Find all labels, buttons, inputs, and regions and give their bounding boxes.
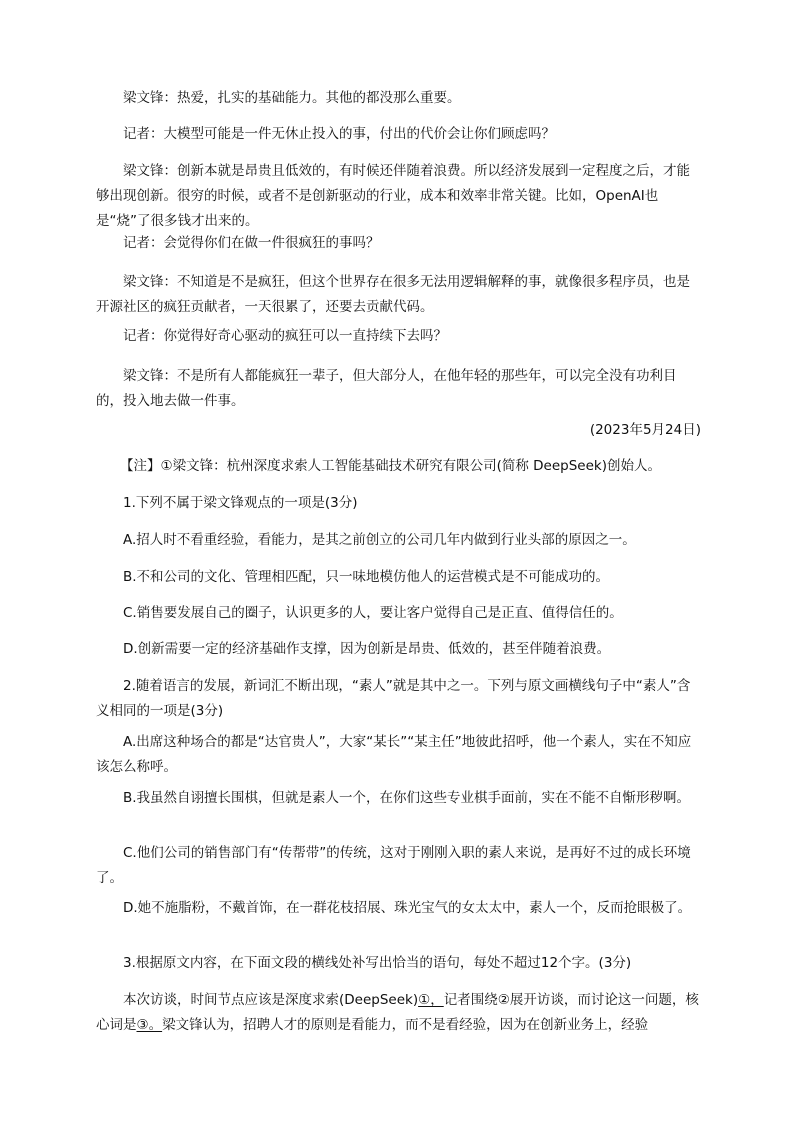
date-line: (2023年5月24日) bbox=[589, 422, 701, 438]
question-2-option-c: C.他们公司的销售部门有“传帮带”的传统，这对于刚刚入职的素人来说，是再好不过的成长环境了。 bbox=[96, 845, 691, 886]
question-2-option-d: D.她不施脂粉，不戴首饰，在一群花枝招展、珠光宝气的女太太中，素人一个，反而抢眼极了。 bbox=[123, 900, 692, 916]
blank-3: ③。 bbox=[136, 1017, 163, 1033]
question-2-stem: 2.随着语言的发展，新词汇不断出现，“素人”就是其中之一。下列与原文画横线句子中“素人”含义相同的一项是(3分) bbox=[96, 678, 691, 719]
question-1-option-c: C.销售要发展自己的圈子，认识更多的人，要让客户觉得自己是正直、值得信任的。 bbox=[123, 605, 623, 621]
dialogue-line: 梁文锋：不知道是不是疯狂，但这个世界存在很多无法用逻辑解释的事，就像很多程序员，也是开源社区的疯狂贡献者，一天很累了，还要去贡献代码。 bbox=[96, 274, 690, 315]
passage-text: 梁文锋认为，招聘人才的原则是看能力，而不是看经验，因为在创新业务上，经验 bbox=[162, 1017, 649, 1033]
question-3-passage bbox=[96, 988, 701, 1038]
dialogue-line: 梁文锋：热爱，扎实的基础能力。其他的都没那么重要。 bbox=[123, 90, 461, 106]
question-1-option-a: A.招人时不看重经验，看能力，是其之前创立的公司几年内做到行业头部的原因之一。 bbox=[123, 532, 636, 548]
passage-text: 本次访谈，时间节点应该是深度求索(DeepSeek) bbox=[123, 992, 419, 1008]
footnote: 【注】①梁文锋：杭州深度求索人工智能基础技术研究有限公司(简称 DeepSeek)创始人。 bbox=[120, 458, 662, 474]
dialogue-line: 梁文锋：不是所有人都能疯狂一辈子，但大部分人，在他年轻的那些年，可以完全没有功利目的，投入地去做一件事。 bbox=[96, 368, 677, 409]
question-1-option-d: D.创新需要一定的经济基础作支撑，因为创新是昂贵、低效的，甚至伴随着浪费。 bbox=[123, 641, 611, 657]
question-3-stem: 3.根据原文内容，在下面文段的横线处补写出恰当的语句，每处不超过12个字。(3分) bbox=[123, 955, 632, 971]
passage-text: 记者围绕②展开访谈，而讨论这一问题，核心词是 bbox=[96, 992, 699, 1033]
question-1-stem: 1.下列不属于梁文锋观点的一项是(3分) bbox=[123, 495, 358, 511]
dialogue-line: 记者：会觉得你们在做一件很疯狂的事吗？ bbox=[123, 235, 380, 251]
dialogue-line: 记者：大模型可能是一件无休止投入的事，付出的代价会让你们顾虑吗？ bbox=[123, 126, 555, 142]
dialogue-line: 记者：你觉得好奇心驱动的疯狂可以一直持续下去吗？ bbox=[123, 328, 447, 344]
dialogue-line: 梁文锋：创新本就是昂贵且低效的，有时候还伴随着浪费。所以经济发展到一定程度之后，才能够出现创新。很穷的时候，或者不是创新驱动的行业，成本和效率非常关键。比如，OpenAI也是“烧”了很多钱才出来的。 bbox=[96, 163, 690, 229]
question-2-option-b: B.我虽然自诩擅长围棋，但就是素人一个，在你们这些专业棋手面前，实在不能不自惭形秽啊。 bbox=[123, 790, 691, 806]
question-2-option-a: A.出席这种场合的都是“达官贵人”，大家“某长”“某主任”地彼此招呼，他一个素人，实在不知应该怎么称呼。 bbox=[96, 734, 692, 775]
blank-1: ①， bbox=[418, 992, 444, 1008]
question-1-option-b: B.不和公司的文化、管理相匹配，只一味地模仿他人的运营模式是不可能成功的。 bbox=[123, 569, 610, 585]
